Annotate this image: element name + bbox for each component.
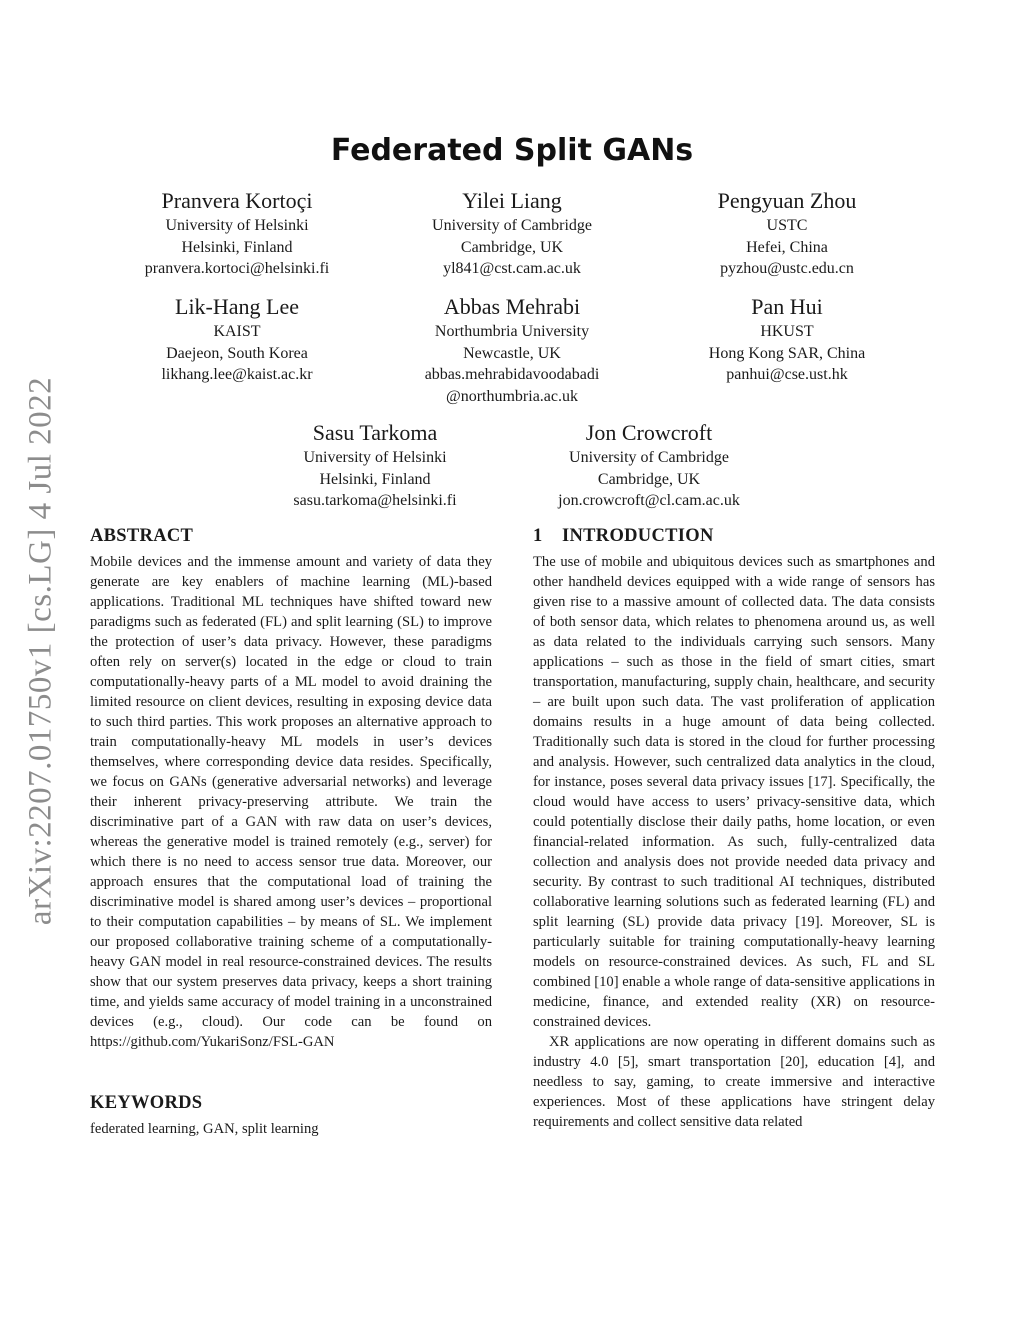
- author-email-domain: @northumbria.ac.uk: [445, 387, 579, 405]
- paper-title: Federated Split GANs: [330, 133, 694, 168]
- author-name: Lik-Hang Lee: [175, 294, 299, 319]
- author: [558, 420, 740, 512]
- author-affiliation: University of Helsinki: [303, 449, 447, 466]
- author-affiliation: University of Helsinki: [165, 217, 309, 234]
- author-email: pranvera.kortoci@helsinki.fi: [144, 260, 330, 277]
- author-affiliation: University of Cambridge: [432, 217, 592, 234]
- author-location: Newcastle, UK: [463, 344, 561, 362]
- author-location: Cambridge, UK: [460, 238, 564, 256]
- author: [145, 188, 329, 280]
- abstract-heading: ABSTRACT: [90, 526, 194, 546]
- keywords-heading: KEYWORDS: [90, 1093, 203, 1113]
- author-name: Pengyuan Zhou: [717, 188, 857, 213]
- author-name: Pan Hui: [751, 294, 823, 319]
- author: [432, 188, 592, 280]
- introduction-heading: [533, 525, 935, 547]
- author: [718, 188, 857, 280]
- author-email: jon.crowcroft@cl.cam.ac.uk: [558, 492, 740, 509]
- author-affiliation: Northumbria University: [434, 323, 590, 340]
- author-email: yl841@cst.cam.ac.uk: [443, 260, 581, 277]
- author: [293, 420, 456, 512]
- section-title: INTRODUCTION: [562, 526, 714, 546]
- author-location: Cambridge, UK: [597, 470, 701, 488]
- author-location: Hefei, China: [746, 238, 828, 256]
- author-email: panhui@cse.ust.hk: [726, 366, 848, 383]
- author-email: likhang.lee@kaist.ac.kr: [161, 366, 313, 383]
- abstract-text: Mobile devices and the immense amount and variety of data they generate are key enablers of machine learning (ML)-based applications. Traditional ML techniques have shifted toward new paradigms such as federated (FL) and split learning (SL) to improve the protection of user’s data privacy. However, these paradigms often rely on server(s) located in the edge or cloud to train computationally-heavy parts of a ML model to avoid draining the limited resource on client devices, resulting in exposing device data to such third parties. This work proposes an alternative approach to train computationally-heavy ML models in user’s devices themselves, where corresponding device data resides. Specifically, we focus on GANs (generative adversarial networks) and leverage their inherent privacy-preserving attribute. We train the discriminative part of a GAN with raw data on user’s devices, whereas the generative model is trained remotely (e.g., server) for which there is no need to access sensor true data. Moreover, our approach ensures that the computational load of training the discriminative model is shared among user’s devices – proportional to their computation capabilities – by means of SL. We implement our proposed collaborative training scheme of a computationally-heavy GAN model in real resource-constrained devices. The results show that our system preserves data privacy, keeps a short training time, and yields same accuracy of model training in a unconstrained devices (e.g., cloud). Our code can be found on https://github.com/YukariSonz/FSL-GAN: [90, 554, 492, 1050]
- author-email: pyzhou@ustc.edu.cn: [720, 260, 854, 277]
- author: [161, 294, 312, 386]
- author-affiliation: HKUST: [760, 323, 814, 340]
- author-location: Hong Kong SAR, China: [708, 344, 866, 362]
- author-name: Pranvera Kortoçi: [161, 188, 313, 213]
- author-affiliation: KAIST: [213, 323, 261, 340]
- author-name: Abbas Mehrabi: [443, 294, 581, 319]
- author-affiliation: USTC: [766, 217, 808, 234]
- author-location: Helsinki, Finland: [319, 470, 431, 488]
- author-name: Jon Crowcroft: [585, 420, 713, 445]
- author-location: Daejeon, South Korea: [166, 344, 308, 362]
- arxiv-identifier: arXiv:2207.01750v1 [cs.LG] 4 Jul 2022: [22, 376, 59, 926]
- left-column: [90, 525, 492, 1139]
- author-location: Helsinki, Finland: [181, 238, 293, 256]
- author-affiliation: University of Cambridge: [569, 449, 729, 466]
- section-number: 1: [533, 526, 543, 546]
- author-email: sasu.tarkoma@helsinki.fi: [293, 492, 457, 509]
- author-name: Yilei Liang: [462, 188, 562, 213]
- author-email: abbas.mehrabidavoodabadi: [424, 366, 600, 383]
- author-name: Sasu Tarkoma: [312, 420, 438, 445]
- author: [425, 294, 600, 407]
- right-column: [533, 525, 935, 1132]
- intro-paragraph: XR applications are now operating in different domains such as industry 4.0 [5], smart transportation [20], education [4], and needless to say, gaming, to create immersive and interactive experiences. Most of these applications have stringent delay requirements and collect sensitive data related: [533, 1034, 935, 1130]
- author: [709, 294, 865, 386]
- intro-paragraph: The use of mobile and ubiquitous devices such as smartphones and other handheld devices equipped with a wide range of sensors has given rise to a massive amount of collected data. The data consists of both sensor data, which relates to phenomena around us, as well as data related to the individuals carrying such sensors. Many applications – such as those in the field of smart cities, smart transportation, manufacturing, supply chain, healthcare, and security – are built upon such data. The vast proliferation of application domains results in a huge amount of data being collected. Traditionally such data is stored in the cloud for further processing and analysis. However, such centralized data analytics in the cloud, for instance, poses several data privacy issues [17]. Specifically, the cloud would have access to users’ privacy-sensitive data, which could potentially disclose their daily paths, home location, or even financial-related information. As such, fully-centralized data collection and analysis does not provide needed data privacy and security. By contrast to such traditional AI techniques, distributed collaborative learning solutions such as federated learning (FL) and split learning (SL) provide data privacy [19]. Moreover, SL is particularly suitable for training computationally-heavy learning models on resource-constrained devices. As such, FL and SL combined [10] enable a whole range of data-sensitive applications in medicine, finance, and extended reality (XR) on resource-constrained devices.: [533, 554, 935, 1030]
- keywords-text: federated learning, GAN, split learning: [90, 1121, 319, 1137]
